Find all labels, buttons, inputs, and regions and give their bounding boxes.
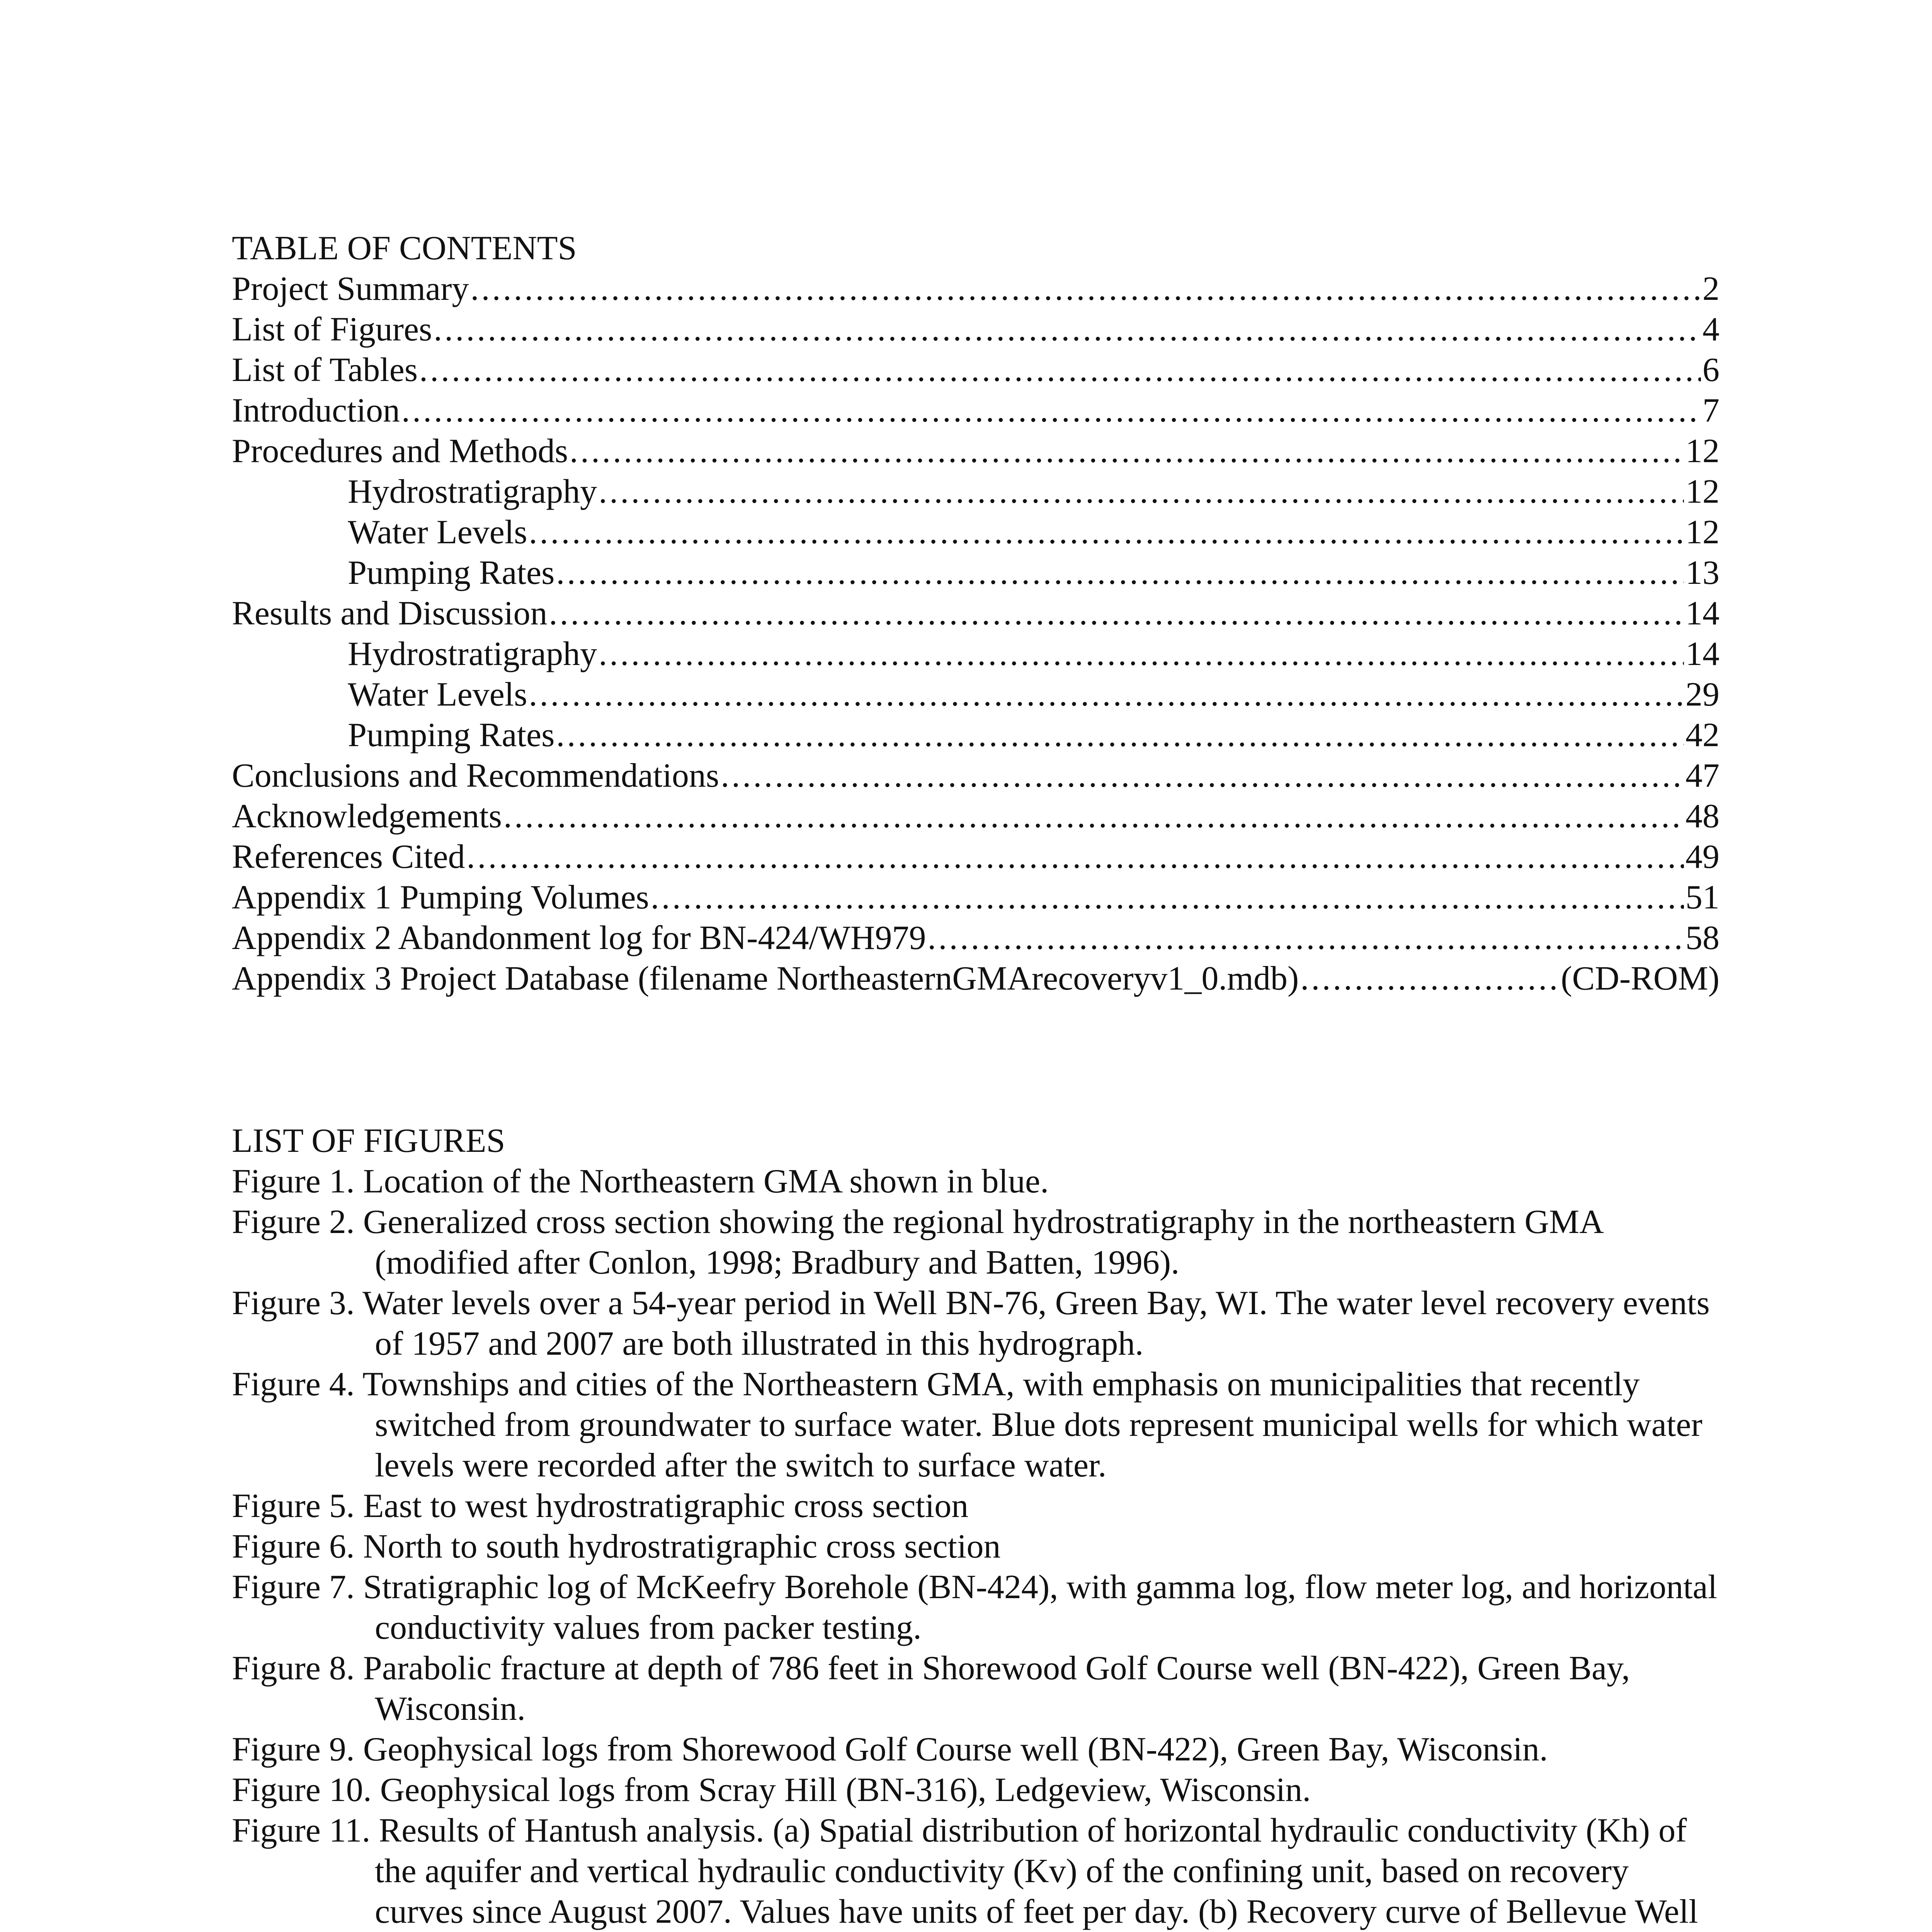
toc-entry bbox=[232, 958, 1719, 999]
figure-entry: Figure 11. Results of Hantush analysis. (a) Spatial distribution of horizontal hydraulic conductivity (Kh) of the aquifer and vertical hydraulic conductivity (Kv) of the confining unit, based on recovery curves since August 2007. Values have units of feet per day. (b) Recovery curve of Bellevue Well bbox=[232, 1812, 1698, 1930]
toc-leader-dots bbox=[529, 512, 1684, 553]
toc-entry-title: Pumping Rates bbox=[348, 554, 555, 592]
toc-subentry bbox=[232, 553, 1719, 593]
toc-entry-title: Appendix 1 Pumping Volumes bbox=[232, 879, 649, 916]
figure-entry: Figure 9. Geophysical logs from Shorewood Golf Course well (BN-422), Green Bay, Wisconsin. bbox=[232, 1731, 1548, 1768]
toc-entry-page: 12 bbox=[1685, 514, 1719, 551]
toc-entry-title: Pumping Rates bbox=[348, 716, 555, 754]
figure-entry: Figure 7. Stratigraphic log of McKeefry Borehole (BN-424), with gamma log, flow meter log, and horizontal conductivity values from packer testing. bbox=[232, 1568, 1718, 1646]
toc-leader-dots bbox=[503, 796, 1684, 837]
toc-entry bbox=[232, 877, 1719, 918]
toc-entry-title: Water Levels bbox=[348, 676, 527, 713]
toc-entry-page: 7 bbox=[1702, 392, 1719, 429]
toc-entry-title: List of Figures bbox=[232, 311, 432, 348]
toc-leader-dots bbox=[467, 837, 1684, 877]
toc-entry bbox=[232, 837, 1719, 877]
toc-entry bbox=[232, 755, 1719, 796]
toc-entry-title: Appendix 3 Project Database (filename NortheasternGMArecoveryv1_0.mdb) bbox=[232, 960, 1299, 997]
toc-entry-title: Acknowledgements bbox=[232, 798, 502, 835]
figure-entry: Figure 1. Location of the Northeastern GMA shown in blue. bbox=[232, 1163, 1049, 1200]
toc-entry-title: Appendix 2 Abandonment log for BN-424/WH979 bbox=[232, 919, 926, 957]
toc-entry-page: 42 bbox=[1685, 716, 1719, 754]
toc-entry-page: (CD-ROM) bbox=[1561, 960, 1719, 997]
toc-subentry bbox=[232, 674, 1719, 715]
toc-leader-dots bbox=[419, 350, 1701, 390]
toc-leader-dots bbox=[599, 471, 1684, 512]
toc-entry-page: 29 bbox=[1685, 676, 1719, 713]
figure-entry: Figure 8. Parabolic fracture at depth of 786 feet in Shorewood Golf Course well (BN-422), Green Bay, Wisconsin. bbox=[232, 1650, 1630, 1728]
toc-entry-page: 49 bbox=[1685, 838, 1719, 876]
toc-entry-title: Conclusions and Recommendations bbox=[232, 757, 719, 794]
figures-heading: LIST OF FIGURES bbox=[232, 1122, 505, 1160]
toc-leader-dots bbox=[434, 309, 1701, 350]
toc-entry-page: 48 bbox=[1685, 798, 1719, 835]
toc-entry bbox=[232, 593, 1719, 634]
toc-entry bbox=[232, 431, 1719, 471]
toc-leader-dots bbox=[470, 269, 1701, 309]
toc-leader-dots bbox=[927, 918, 1684, 958]
figure-entry: Figure 6. North to south hydrostratigraphic cross section bbox=[232, 1528, 1001, 1565]
toc-entry bbox=[232, 796, 1719, 837]
figure-entry: Figure 10. Geophysical logs from Scray Hill (BN-316), Ledgeview, Wisconsin. bbox=[232, 1771, 1311, 1809]
toc-leader-dots bbox=[556, 553, 1684, 593]
toc-leader-dots bbox=[570, 431, 1684, 471]
toc-entry-title: Project Summary bbox=[232, 270, 469, 308]
toc-entry-title: Hydrostratigraphy bbox=[348, 473, 597, 510]
toc-entry-page: 14 bbox=[1685, 595, 1719, 632]
toc-entry-page: 12 bbox=[1685, 432, 1719, 470]
toc-subentry bbox=[232, 512, 1719, 553]
toc-heading: TABLE OF CONTENTS bbox=[232, 230, 577, 267]
toc-entry-title: Results and Discussion bbox=[232, 595, 548, 632]
toc-leader-dots bbox=[1300, 958, 1559, 999]
toc-subentry bbox=[232, 715, 1719, 755]
toc-entry-title: References Cited bbox=[232, 838, 465, 876]
toc-leader-dots bbox=[529, 674, 1684, 715]
toc-entry-page: 13 bbox=[1685, 554, 1719, 592]
toc-entry-title: Procedures and Methods bbox=[232, 432, 568, 470]
toc-entry-page: 58 bbox=[1685, 919, 1719, 957]
list-of-figures bbox=[232, 1121, 1719, 1932]
toc-leader-dots bbox=[549, 593, 1684, 634]
toc-entry-title: Introduction bbox=[232, 392, 400, 429]
toc-entry bbox=[232, 918, 1719, 958]
toc-entry bbox=[232, 390, 1719, 431]
toc-entry-page: 6 bbox=[1702, 351, 1719, 389]
toc-entry-title: Hydrostratigraphy bbox=[348, 635, 597, 673]
toc-leader-dots bbox=[721, 755, 1684, 796]
toc-entry-page: 14 bbox=[1685, 635, 1719, 673]
toc-leader-dots bbox=[556, 715, 1684, 755]
toc-leader-dots bbox=[651, 877, 1684, 918]
toc-subentry bbox=[232, 471, 1719, 512]
toc-entry bbox=[232, 350, 1719, 390]
toc-entry-page: 12 bbox=[1685, 473, 1719, 510]
figure-entry: Figure 5. East to west hydrostratigraphic cross section bbox=[232, 1487, 969, 1525]
figure-entry: Figure 2. Generalized cross section showing the regional hydrostratigraphy in the northeastern GMA (modified after Conlon, 1998; Bradbury and Batten, 1996). bbox=[232, 1203, 1602, 1281]
toc-entry bbox=[232, 309, 1719, 350]
toc-entry-page: 4 bbox=[1702, 311, 1719, 348]
toc-subentry bbox=[232, 634, 1719, 674]
toc-entry-title: Water Levels bbox=[348, 514, 527, 551]
toc-leader-dots bbox=[599, 634, 1684, 674]
table-of-contents bbox=[232, 228, 1719, 999]
toc-entry-page: 51 bbox=[1685, 879, 1719, 916]
toc-entry-page: 47 bbox=[1685, 757, 1719, 794]
figure-entry: Figure 3. Water levels over a 54-year period in Well BN-76, Green Bay, WI. The water level recovery events of 1957 and 2007 are both illustrated in this hydrograph. bbox=[232, 1284, 1710, 1362]
toc-leader-dots bbox=[401, 390, 1701, 431]
toc-entry-title: List of Tables bbox=[232, 351, 418, 389]
figure-entry: Figure 4. Townships and cities of the Northeastern GMA, with emphasis on municipalities that recently switched from groundwater to surface water. Blue dots represent municipal wells for which water levels were recorded after the switch to surface water. bbox=[232, 1366, 1702, 1484]
toc-entry-page: 2 bbox=[1702, 270, 1719, 308]
toc-entry bbox=[232, 269, 1719, 309]
